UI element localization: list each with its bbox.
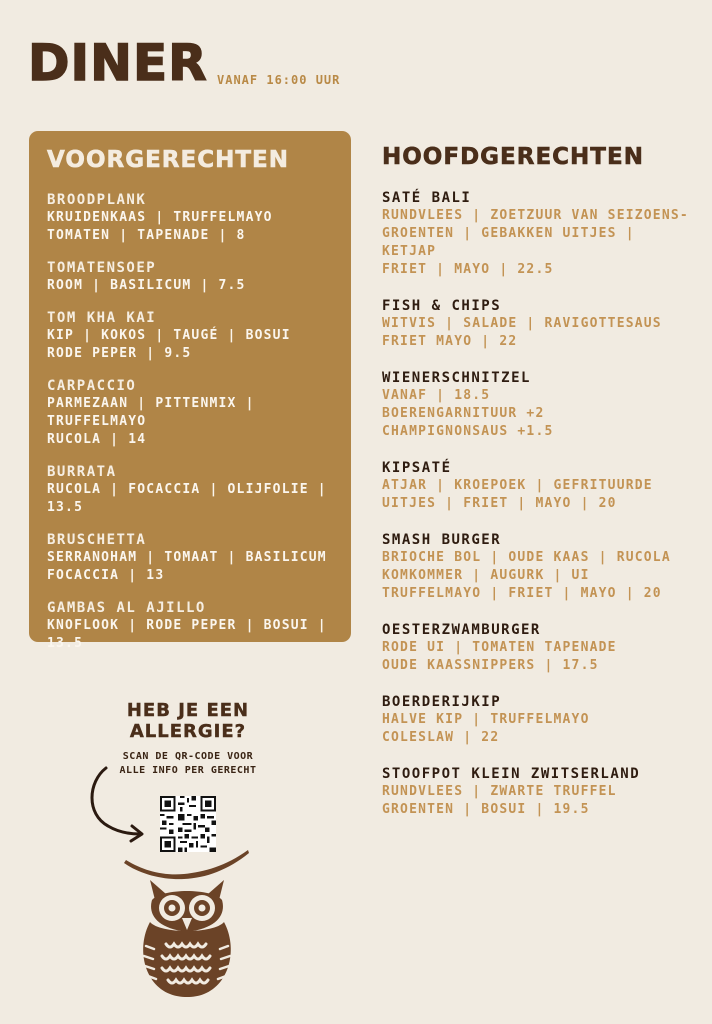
menu-item-name: STOOFPOT KLEIN ZWITSERLAND [382,766,641,782]
menu-item [382,459,692,513]
menu-item-details: VANAF | 18.5 [382,388,491,403]
menu-item-details: BOERENGARNITUUR +2 [382,406,545,421]
menu-item [382,369,692,441]
menu-item-name: BRUSCHETTA [47,532,147,548]
menu-item-details: RUNDVLEES | ZOETZUUR VAN SEIZOENS- [382,208,689,223]
menu-item [47,377,351,449]
menu-item-details: FRIET | MAYO | 22.5 [382,262,554,277]
menu-item [382,693,692,747]
menu-item-name: OESTERZWAMBURGER [382,622,541,638]
allergy-text-line1: SCAN DE QR-CODE VOOR [122,751,254,762]
mains-section [382,146,692,837]
menu-item [47,599,351,653]
menu-item [47,191,351,245]
mains-title: HOOFDGERECHTEN [382,144,644,170]
page-subtitle: VANAF 16:00 UUR [217,73,341,87]
menu-item-name: FISH & CHIPS [382,298,502,314]
menu-item-details: SERRANOHAM | TOMAAT | BASILICUM [47,550,327,565]
allergy-text-line2: ALLE INFO PER GERECHT [119,765,257,776]
menu-item-details: RUCOLA | 14 [47,432,147,447]
menu-item [47,531,351,585]
menu-item-details: COLESLAW | 22 [382,730,500,745]
menu-item [382,531,692,603]
menu-item-details: HALVE KIP | TRUFFELMAYO [382,712,590,727]
menu-item-details: OUDE KAASSNIPPERS | 17.5 [382,658,599,673]
menu-item-details: UITJES | FRIET | MAYO | 20 [382,496,617,511]
curved-arrow-icon [86,764,156,844]
menu-item-details: BRIOCHE BOL | OUDE KAAS | RUCOLA [382,550,671,565]
menu-item [47,259,351,295]
menu-item-details: KRUIDENKAAS | TRUFFELMAYO [47,210,273,225]
menu-item-details: KOMKOMMER | AUGURK | UI [382,568,590,583]
menu-item-name: TOMATENSOEP [47,260,157,276]
menu-item-name: BROODPLANK [47,192,147,208]
menu-item-details: TOMATEN | TAPENADE | 8 [47,228,246,243]
menu-item-details: RUCOLA | FOCACCIA | OLIJFOLIE | 13.5 [47,482,327,515]
menu-item-name: CARPACCIO [47,378,137,394]
menu-item-details: GROENTEN | BOSUI | 19.5 [382,802,590,817]
menu-item-details: GROENTEN | GEBAKKEN UITJES | KETJAP [382,226,635,259]
menu-item-name: BOERDERIJKIP [382,694,502,710]
menu-item [47,309,351,363]
menu-item-name: KIPSATÉ [382,460,452,476]
menu-item-name: SATÉ BALI [382,190,472,206]
menu-item-details: WITVIS | SALADE | RAVIGOTTESAUS [382,316,662,331]
menu-item [382,297,692,351]
menu-item-details: CHAMPIGNONSAUS +1.5 [382,424,554,439]
mains-list [382,189,692,819]
menu-item-details: TRUFFELMAYO | FRIET | MAYO | 20 [382,586,662,601]
allergy-title-line2: ALLERGIE? [129,721,247,742]
starters-list [47,191,351,653]
menu-item-name: GAMBAS AL AJILLO [47,600,206,616]
page-title: DINER [28,34,208,92]
menu-item-details: RODE PEPER | 9.5 [47,346,192,361]
starters-title: VOORGERECHTEN [47,147,290,173]
menu-item-details: PARMEZAAN | PITTENMIX | TRUFFELMAYO [47,396,255,429]
starters-section [29,131,351,651]
menu-item-details: RODE UI | TOMATEN TAPENADE [382,640,617,655]
menu-item-details: KNOFLOOK | RODE PEPER | BOSUI | 13.5 [47,618,327,651]
menu-item [47,463,351,517]
qr-code-icon[interactable] [160,796,216,852]
allergy-title-line1: HEB JE EEN [126,700,250,721]
menu-item-name: TOM KHA KAI [47,310,157,326]
menu-item-details: FOCACCIA | 13 [47,568,165,583]
menu-item [382,189,692,279]
menu-item-details: ROOM | BASILICUM | 7.5 [47,278,246,293]
menu-item-name: BURRATA [47,464,117,480]
menu-item-name: WIENERSCHNITZEL [382,370,531,386]
menu-item-details: FRIET MAYO | 22 [382,334,518,349]
menu-item-details: KIP | KOKOS | TAUGÉ | BOSUI [47,328,291,343]
menu-item-details: ATJAR | KROEPOEK | GEFRITUURDE [382,478,653,493]
menu-item-details: RUNDVLEES | ZWARTE TRUFFEL [382,784,617,799]
menu-item [382,621,692,675]
menu-item-name: SMASH BURGER [382,532,502,548]
owl-logo-icon [122,848,252,998]
menu-item [382,765,692,819]
